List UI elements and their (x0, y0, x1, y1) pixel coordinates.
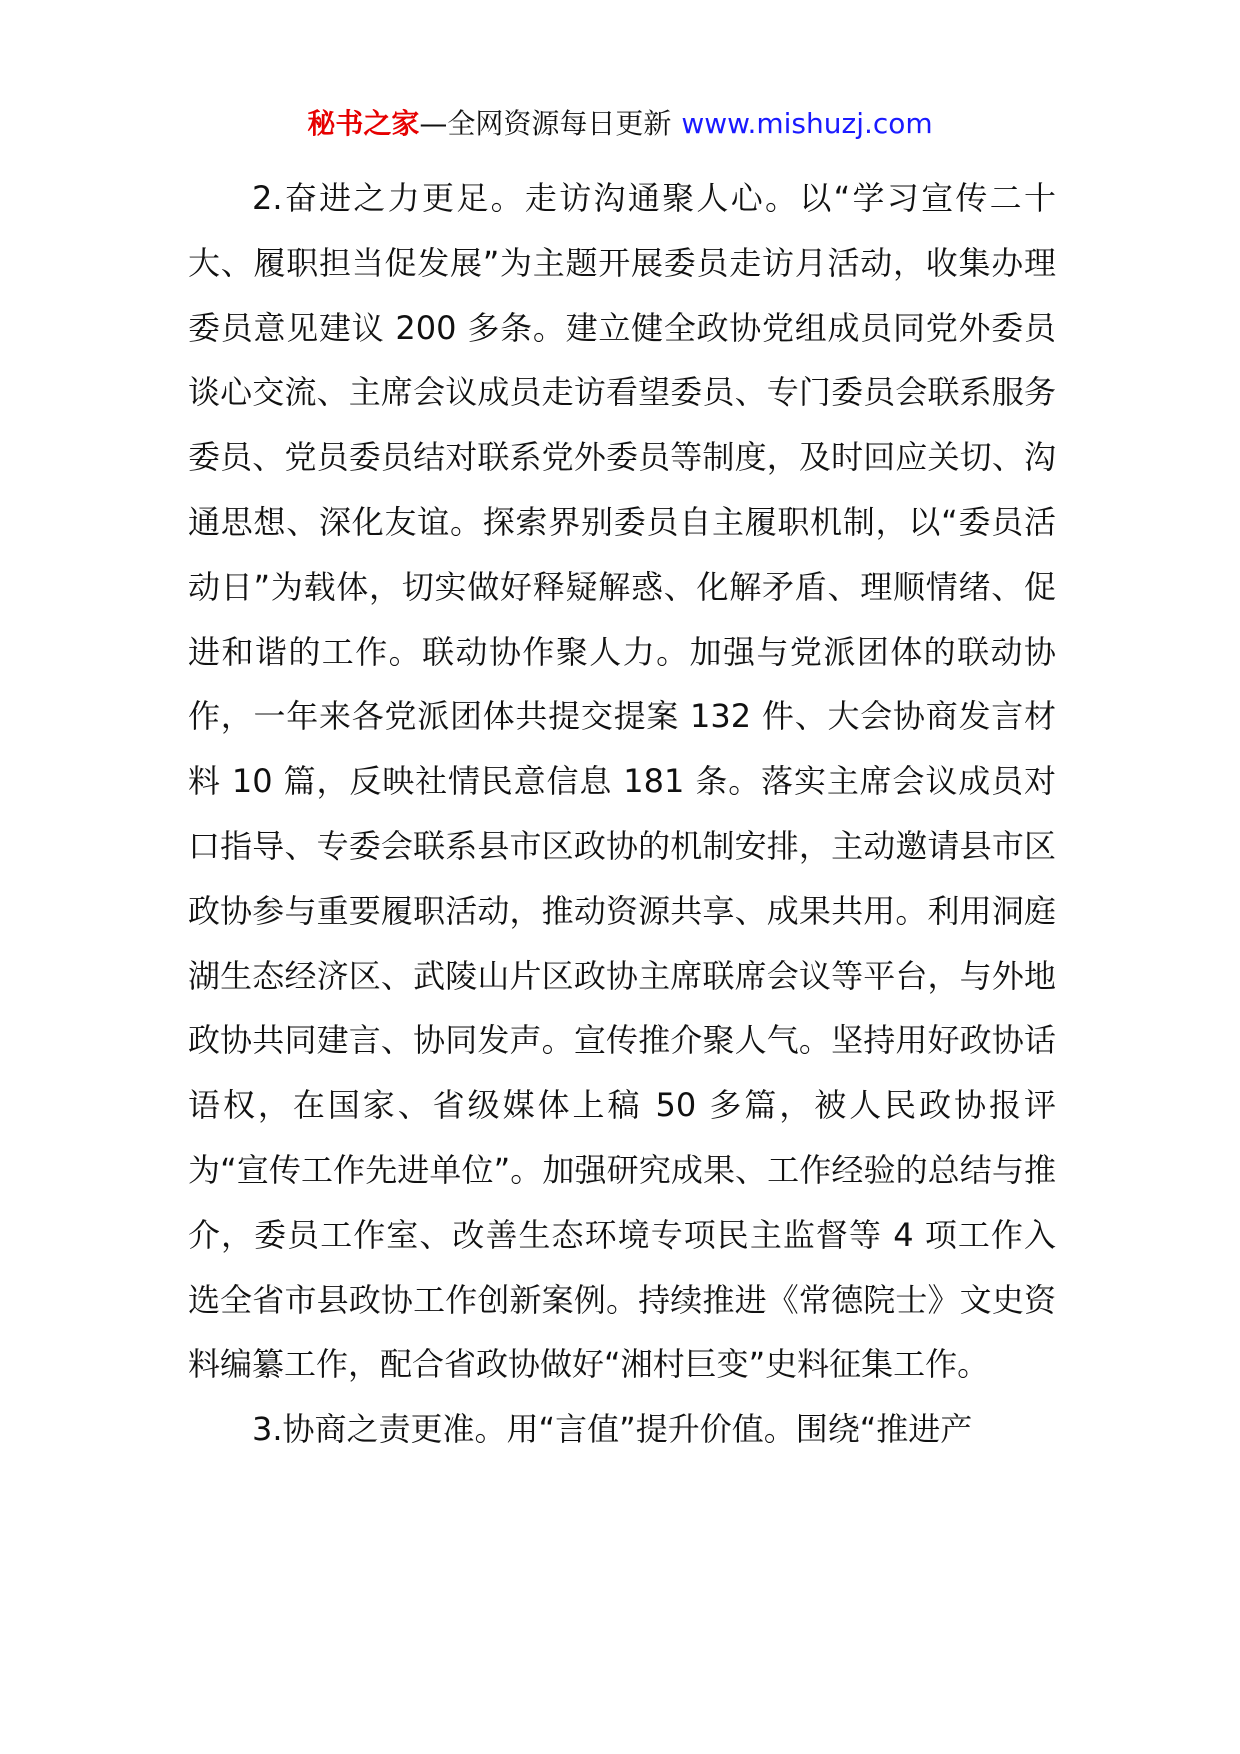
site-banner (0, 104, 1240, 144)
site-url-link[interactable]: www.mishuzj.com (681, 107, 933, 140)
paragraph-section-2: 2.奋进之力更足。走访沟通聚人心。以“学习宣传二十大、履职担当促发展”为主题开展委员走访月活动，收集办理委员意见建议 200 多条。建立健全政协党组成员同党外委员谈心交流、主席会议成员走访看望委员、专门委员会联系服务委员、党员委员结对联系党外委员等制度，及时回应关切、沟通思想、深化友谊。探索界别委员自主履职机制，以“委员活动日”为载体，切实做好释疑解惑、化解矛盾、理顺情绪、促进和谐的工作。联动协作聚人力。加强与党派团体的联动协作，一年来各党派团体共提交提案 132 件、大会协商发言材料 10 篇，反映社情民意信息 181 条。落实主席会议成员对口指导、专委会联系县市区政协的机制安排，主动邀请县市区政协参与重要履职活动，推动资源共享、成果共用。利用洞庭湖生态经济区、武陵山片区政协主席联席会议等平台，与外地政协共同建言、协同发声。宣传推介聚人气。坚持用好政协话语权，在国家、省级媒体上稿 50 多篇，被人民政协报评为“宣传工作先进单位”。加强研究成果、工作经验的总结与推介，委员工作室、改善生态环境专项民主监督等 4 项工作入选全省市县政协工作创新案例。持续推进《常德院士》文史资料编纂工作，配合省政协做好“湘村巨变”史料征集工作。 (188, 179, 1056, 1384)
paragraph-section-3: 3.协商之责更准。用“言值”提升价值。围绕“推进产 (252, 1410, 973, 1449)
brand-name: 秘书之家 (307, 107, 420, 140)
brand-slogan: —全网资源每日更新 (419, 107, 672, 140)
document-body (188, 166, 1056, 1462)
